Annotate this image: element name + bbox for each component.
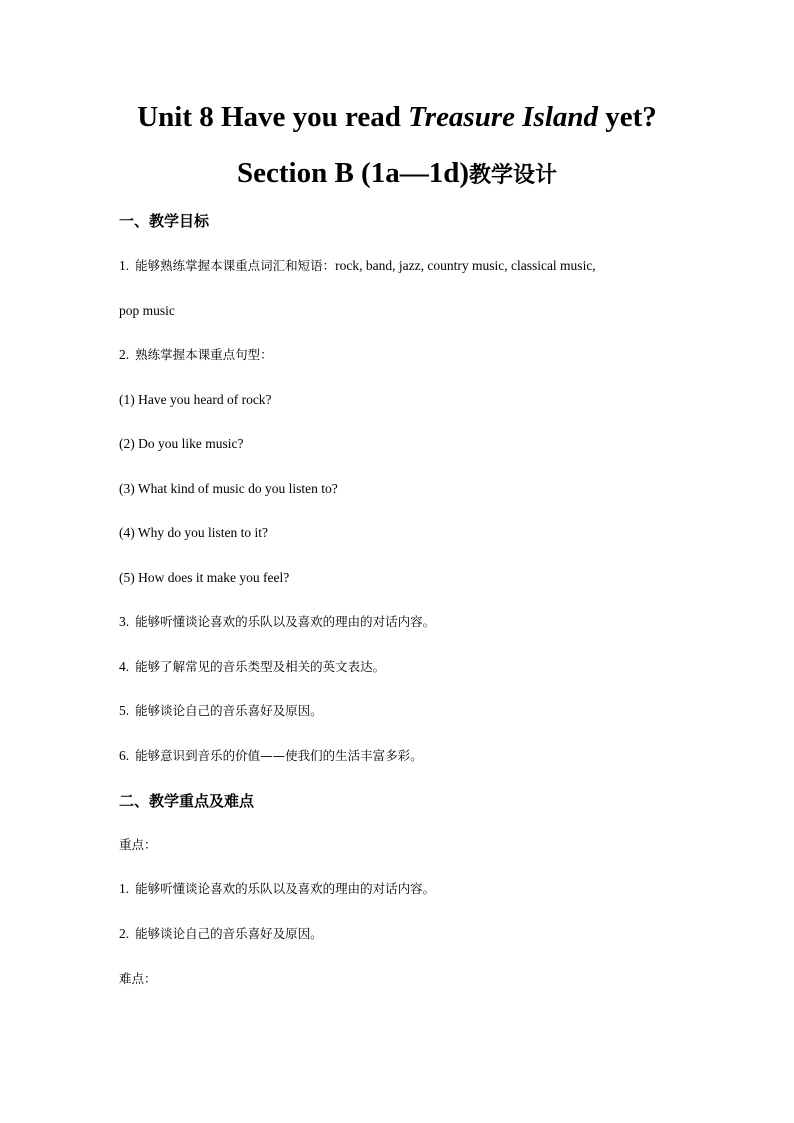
sentence-text: (1) Have you heard of rock?: [119, 392, 272, 407]
sentence-pattern-1: [119, 391, 272, 409]
sentence-pattern-4: [119, 524, 268, 542]
item-number: 4.: [119, 659, 130, 674]
item-text-chinese: 能够谈论自己的音乐喜好及原因。: [135, 703, 323, 718]
item-text-chinese: 熟练掌握本课重点句型：: [135, 347, 273, 362]
item-text-chinese: 能够熟练掌握本课重点词汇和短语：: [135, 258, 336, 273]
item-number: 6.: [119, 748, 130, 763]
item-text-chinese: 能够谈论自己的音乐喜好及原因。: [135, 926, 323, 941]
objective-item-1-continuation: [119, 302, 175, 320]
item-number: 2.: [119, 347, 130, 362]
item-number: 2.: [119, 926, 130, 941]
item-text-chinese: 能够意识到音乐的价值——使我们的生活丰富多彩。: [135, 748, 423, 763]
objective-item-4: [119, 658, 385, 676]
item-text-chinese: 能够听懂谈论喜欢的乐队以及喜欢的理由的对话内容。: [135, 614, 436, 629]
objective-item-2: [119, 346, 273, 364]
sentence-pattern-3: [119, 480, 338, 498]
difficult-points-label: 难点：: [119, 971, 157, 986]
item-number: 1.: [119, 258, 130, 273]
title-line1-prefix: Unit 8 Have you read: [137, 101, 409, 133]
subtitle-english: Section B (1a—1d): [236, 157, 469, 189]
objective-item-1: [119, 257, 596, 275]
item-text-chinese: 能够听懂谈论喜欢的乐队以及喜欢的理由的对话内容。: [135, 881, 436, 896]
item-number: 1.: [119, 881, 130, 896]
section-heading-key-points: 二、教学重点及难点: [119, 792, 255, 810]
sentence-pattern-2: [119, 435, 243, 453]
sentence-text: (4) Why do you listen to it?: [119, 525, 268, 540]
sentence-text: (3) What kind of music do you listen to?: [119, 481, 338, 496]
item-number: 5.: [119, 703, 130, 718]
objective-item-3: [119, 613, 435, 631]
sentence-text: (5) How does it make you feel?: [119, 570, 290, 585]
item-text-english: pop music: [119, 303, 175, 318]
key-point-item-2: [119, 925, 323, 943]
document-subtitle: [0, 155, 794, 194]
subtitle-chinese: 教学设计: [468, 163, 557, 188]
item-text-chinese: 能够了解常见的音乐类型及相关的英文表达。: [135, 659, 386, 674]
item-number: 3.: [119, 614, 130, 629]
objective-item-6: [119, 747, 423, 765]
sentence-pattern-5: [119, 569, 289, 587]
objective-item-5: [119, 702, 323, 720]
key-points-label: 重点：: [119, 837, 157, 852]
document-title: [0, 99, 794, 135]
item-text-english: rock, band, jazz, country music, classical music,: [335, 258, 596, 273]
section-heading-objectives: 一、教学目标: [119, 212, 210, 230]
sentence-text: (2) Do you like music?: [119, 436, 244, 451]
title-book-name: Treasure Island: [408, 101, 599, 133]
key-point-item-1: [119, 880, 435, 898]
title-line1-suffix: yet?: [598, 101, 657, 133]
